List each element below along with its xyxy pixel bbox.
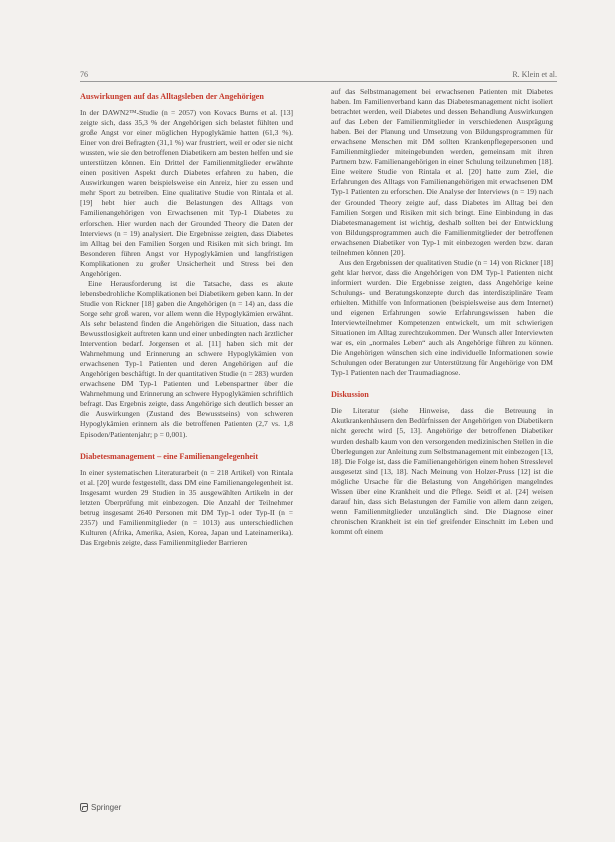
left-column (80, 92, 293, 548)
paragraph: Aus den Ergebnissen der qualitativen Studie (n = 14) von Rickner [18] geht klar hervor, dass die Angehörigen von DM Typ-1 Patienten nicht informiert wurden. Die Ergebnisse zeigten, dass Angehörige keine Schulungs- und Beratungskonzepte durch das interdisziplinäre Team erhielten. Mithilfe von Informationen (beispielsweise aus dem Internet) und eigenen Erfahrungen sowie Erfahrungswissen haben die Interviewteilnehmer Kompetenzen entwickelt, um mit schwierigen Situationen im Alltag zurechtzukommen. Der Wunsch aller Interviewten war es, ein „normales Leben“ auch als Angehörige führen zu können. Die Angehörigen wünschen sich eine individuelle Informationen sowie Schulungen oder Beratungen zur Unterstützung für Angehörige von DM Typ-1 Patienten nach der Traumadiagnose. (331, 257, 553, 378)
running-authors: R. Klein et al. (512, 70, 557, 79)
running-header (80, 70, 557, 82)
page-number: 76 (80, 70, 88, 79)
paragraph: Die Literatur (siehe Hinweise, dass die Betreuung in Akutkrankenhäusern den Bedürfnissen der Angehörigen von Diabetikern nicht gerecht wird [5, 13]. Angehörige der betroffenen Diabetiker wurden deshalb kaum von den versorgenden medizinischen Stellen in die Überlegungen zur Anleitung zum Selbstmanagement mit einbezogen [13, 18]. Die Folge ist, dass die Familienangehörigen einem hohen Stresslevel ausgesetzt sind [13, 18]. Nach Meinung von Holzer-Pruss [12] ist die mögliche Ursache für die Belastung von Angehörigen mangelndes Wissen über eine Krankheit und die Pflege. Seidl et al. [24] weisen darauf hin, dass sich Belastungen der Familie von allem dann zeigen, wenn Familienmitglieder unzulänglich sind. Die Diagnose einer chronischen Krankheit ist ein tief greifender Einschnitt im Leben und kommt oft einem (331, 406, 553, 536)
publisher-footer (80, 803, 121, 812)
publisher-name: Springer (91, 803, 122, 812)
section-title-diabetesmanagement: Diabetesmanagement – eine Familienangelegenheit (80, 451, 259, 461)
paragraph: In der DAWN2™-Studie (n = 2057) von Kovacs Burns et al. [13] zeigte sich, dass 35,3 % der Angehörigen sich belastet fühlten und große Angst vor einer möglichen Hypoglykämie hatten (61,3 %). Einer von drei Befragten (31,1 %) war frustriert, weil er oder sie nicht wussten, wie sie den betroffenen Diabetikern am besten helfen und sie unterstützen können. Ein Drittel der Familienmitglieder erwähnte einen positiven Aspekt durch Diabetes erfahren zu haben, die Auswirkungen waren beispielsweise ein Anreiz, hier zu essen und mehr Sport zu betreiben. Eine qualitative Studie von Rintala et al. [19] hebt hier auch die Belastungen des Alltags von Familienangehörigen von Erwachsenen mit Typ-1 Diabetes zu erforschen. Hier wurden nach der Grounded Theory die Daten der Interviews (n = 19) analysiert. Die Ergebnisse zeigten, dass Diabetes im Alltag bei den Familien Sorgen und Risiken mit sich bringt. Im Besonderen führen Angst vor Hypoglykämien und langfristigen Komplikationen zu großer Unsicherheit und Stress bei den Angehörigen. (80, 108, 293, 278)
section-title-auswirkungen: Auswirkungen auf das Alltagsleben der Angehörigen (80, 92, 264, 101)
right-column (331, 87, 553, 537)
paragraph: Eine Herausforderung ist die Tatsache, dass es akute lebensbedrohliche Komplikationen bei Diabetikern geben kann. In der Studie von Rickner [18] gaben die Angehörigen (n = 14) an, dass die Sorge sehr groß waren, vor allem wenn die Hypoglykämien erwähnt. Als sehr belastend finden die Angehörigen die Situation, dass nach Bewusstlosigkeit auftreten kann und einer unbedingten nach ärztlicher Intervention bedarf. Jorgensen et al. [11] haben sich mit der Wahrnehmung und Erinnerung an schwere Hypoglykämien von erwachsenen Typ-1 Patienten und deren Angehörigen auf die Angehörigen beschäftigt. In der quantitativen Studie (n = 283) wurden erwachsene DM Typ-1 Patienten und Lebenspartner über die Wahrnehmung und Erinnerung an schwere Hypoglykämien schriftlich befragt. Das Ergebnis zeigte, dass Angehörige sich deutlich besser an die Auswirkungen (Zustand des Bewusstseins) von schweren Hypoglykämien erinnern als die betroffenen Patienten (2,7 vs. 1,8 Episoden/Patientenjahr; p = 0,001). (80, 278, 293, 439)
paragraph: In einer systematischen Literaturarbeit (n = 218 Artikel) von Rintala et al. [20] wurde festgestellt, dass DM eine Familienangelegenheit ist. Insgesamt wurden 29 Studien in 35 ausgewählten Artikeln in der letzten Überprüfung mit einbezogen. Die Anzahl der Teilnehmer betrug insgesamt 2640 Personen mit DM Typ-1 oder Typ-II (n = 2357) und Familienmitglieder (n = 1013) aus unterschiedlichen Kulturen (Afrika, Amerika, Asien, Korea, Japan und Lateinamerika). Das Ergebnis zeigte, dass Familienmitglieder Barrieren (80, 467, 293, 547)
section-title-diskussion: Diskussion (331, 390, 369, 400)
paragraph: auf das Selbstmanagement bei erwachsenen Patienten mit Diabetes haben. Im Familienverband kann das Diabetesmanagement nicht isoliert betrachtet werden, weil Diabetes und dessen Behandlung Auswirkungen auf das Leben der Familienmitglieder in verschiedenen Ausprägung haben. Bei der Planung und Umsetzung von Bildungsprogrammen für erwachsene Menschen mit DM sollten Krankenpflegepersonen und Familienmitglieder miteingebunden werden, gemeinsam mit ihren Partnern bzw. Familienangehörigen in einer Schulung teilzunehmen [18]. Eine weitere Studie von Rintala et al. [20] hatte zum Ziel, die Erfahrungen des Alltags von Familienangehörigen mit erwachsenen DM Typ-1 Patienten zu erforschen. Die Analyse der Interviews (n = 19) nach der Grounded Theory zeigte auf, dass Diabetes im Alltag bei den Familien Sorgen und Risiken mit sich bringt. Eine Einbindung in das Diabetesmanagement ist wichtig, deshalb sollten bei der Entwicklung von Bildungsprogrammen auch die Familienmitglieder der betroffenen erwachsenen Diabetiker von Typ-1 mit einbezogen werden bzw. daran teilnehmen können [20]. (331, 87, 553, 257)
springer-logo-icon (80, 803, 88, 812)
